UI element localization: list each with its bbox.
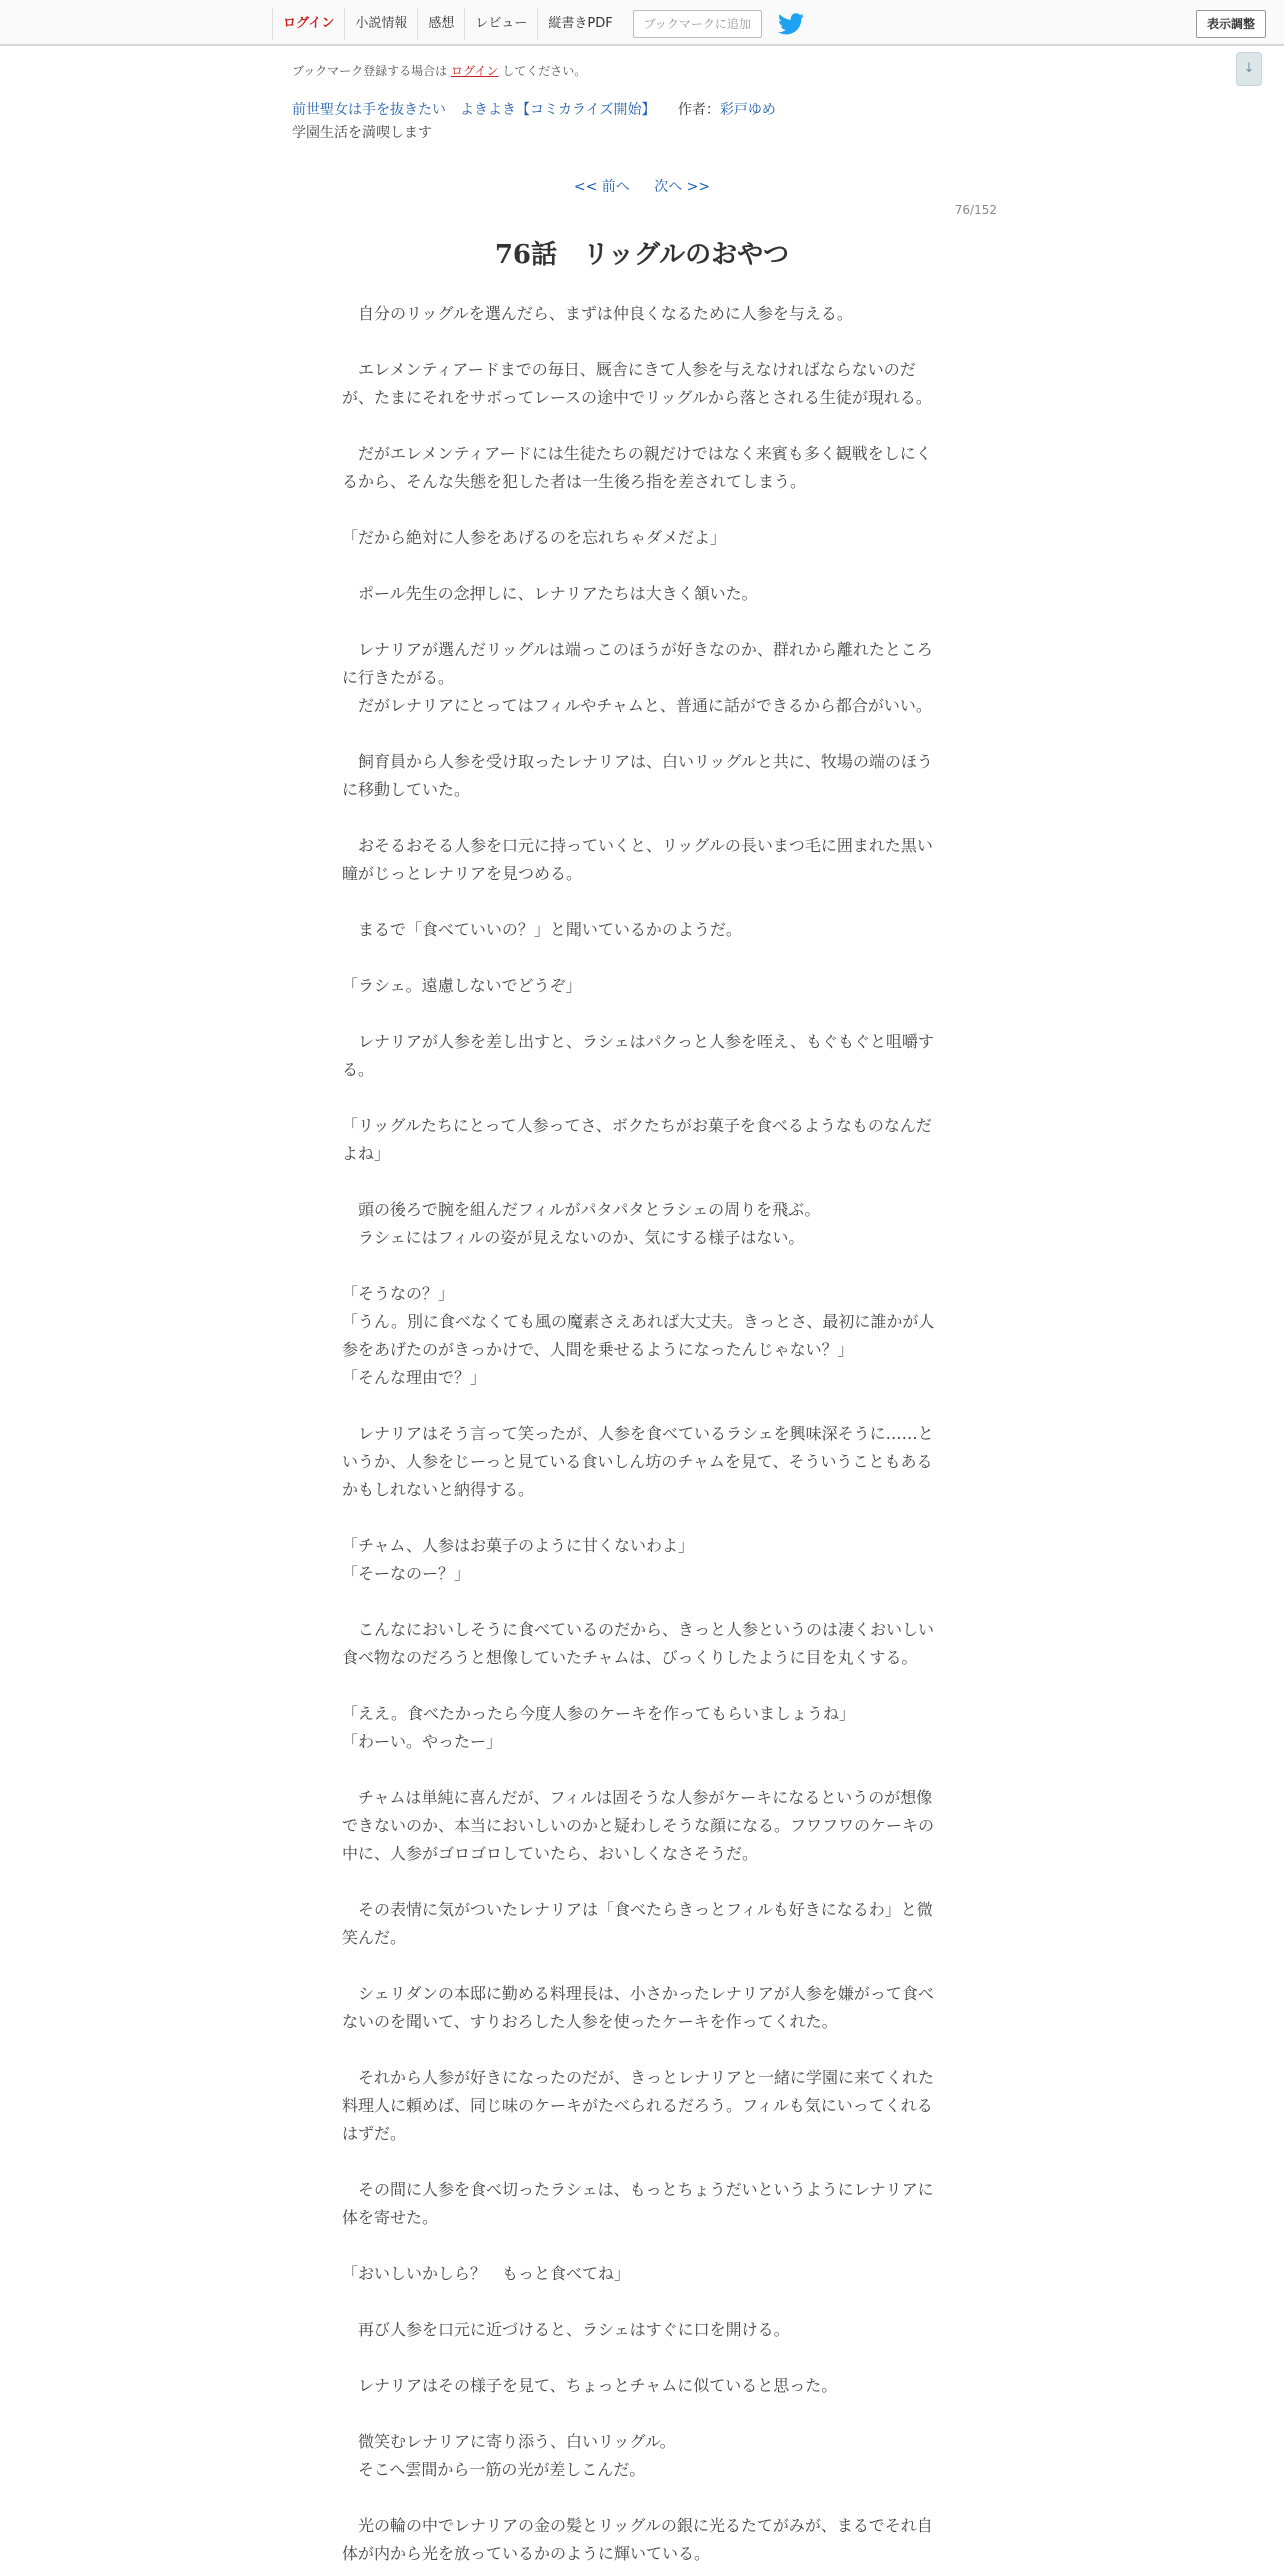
login-notice (292, 62, 586, 79)
next-link[interactable]: 次へ >> (654, 179, 711, 195)
text-line: 笑んだ。 (342, 1928, 407, 1947)
blank-line (342, 888, 942, 916)
chapter-group: 学園生活を満喫します (292, 125, 432, 141)
blank-line (342, 328, 942, 356)
nav-review[interactable]: レビュー (464, 8, 537, 40)
text-line: るから、そんな失態を犯した者は一生後ろ指を差されてしまう。 (342, 472, 807, 491)
twitter-icon[interactable] (778, 13, 804, 35)
text-line: レナリアが人参を差し出すと、ラシェはパクっと人参を咥え、もぐもぐと咀嚼す (342, 1032, 935, 1051)
blank-line (342, 1504, 942, 1532)
blank-line (342, 720, 942, 748)
text-line: ないのを聞いて、すりおろした人参を使ったケーキを作ってくれた。 (342, 2012, 838, 2031)
author-label: 作者： (677, 102, 720, 118)
text-line: 「リッグルたちにとって人参ってさ、ボクたちがお菓子を食べるようなものなんだ (342, 1116, 932, 1135)
text-line: レナリアはその様子を見て、ちょっとチャムに似ていると思った。 (342, 2376, 838, 2395)
text-line: そこへ雲間から一筋の光が差しこんだ。 (342, 2460, 646, 2479)
blank-line (342, 804, 942, 832)
blank-line (342, 1168, 942, 1196)
blank-line (342, 2400, 942, 2428)
author-link[interactable]: 彩戸ゆめ (719, 102, 776, 118)
nav-novel-info[interactable]: 小説情報 (344, 8, 417, 40)
text-line: 「そんな理由で？」 (342, 1368, 487, 1387)
text-line: が、たまにそれをサボってレースの途中でリッグルから落とされる生徒が現れる。 (342, 388, 932, 407)
text-line: だがレナリアにとってはフィルやチャムと、普通に話ができるから都合がいい。 (342, 696, 932, 715)
blank-line (342, 1756, 942, 1784)
blank-line (342, 1952, 942, 1980)
notice-after: してください。 (502, 64, 587, 78)
text-line: よね」 (342, 1144, 391, 1163)
text-line: 瞳がじっとレナリアを見つめる。 (342, 864, 583, 883)
blank-line (342, 552, 942, 580)
text-line: まるで「食べていいの？」と聞いているかのようだ。 (342, 920, 742, 939)
notice-before: ブックマーク登録する場合は (292, 64, 448, 78)
blank-line (342, 2344, 942, 2372)
novel-title-link[interactable]: 前世聖女は手を抜きたい よきよき【コミカライズ開始】 (292, 102, 656, 118)
text-line: 「だから絶対に人参をあげるのを忘れちゃダメだよ」 (342, 528, 727, 547)
blank-line (342, 2484, 942, 2512)
text-line: 「そーなのー？」 (342, 1564, 471, 1583)
text-line: チャムは単純に喜んだが、フィルは固そうな人参がケーキになるというのが想像 (342, 1788, 933, 1807)
text-line: 参をあげたのがきっかけで、人間を乗せるようになったんじゃない？」 (342, 1340, 854, 1359)
text-line: おそるおそる人参を口元に持っていくと、リッグルの長いまつ毛に囲まれた黒い (342, 836, 933, 855)
blank-line (342, 1672, 942, 1700)
blank-line (342, 1084, 942, 1112)
text-line: に移動していた。 (342, 780, 471, 799)
nav-login[interactable]: ログイン (272, 8, 344, 40)
header-bar (0, 0, 1284, 46)
blank-line (342, 2232, 942, 2260)
text-line: ポール先生の念押しに、レナリアたちは大きく頷いた。 (342, 584, 758, 603)
blank-line (342, 944, 942, 972)
chapter-title: 76話 リッグルのおやつ (494, 240, 790, 270)
blank-line (342, 2036, 942, 2064)
text-line: 自分のリッグルを選んだら、まずは仲良くなるために人参を与える。 (342, 304, 853, 323)
blank-line (342, 412, 942, 440)
main-nav (272, 8, 804, 40)
text-line: 「ええ。食べたかったら今度人参のケーキを作ってもらいましょうね」 (342, 1704, 855, 1723)
text-line: 「そうなの？」 (342, 1284, 455, 1303)
page-count: 76/152 (954, 203, 997, 217)
blank-line (342, 496, 942, 524)
text-line: かもしれないと納得する。 (342, 1480, 535, 1499)
text-line: 光の輪の中でレナリアの金の髪とリッグルの銀に光るたてがみが、まるでそれ自 (342, 2516, 933, 2535)
chapter-body (342, 300, 942, 2568)
text-line: こんなにおいしそうに食べているのだから、きっと人参というのは凄くおいしい (342, 1620, 935, 1639)
blank-line (342, 1588, 942, 1616)
text-line: その表情に気がついたレナリアは「食べたらきっとフィルも好きになるわ」と微 (342, 1900, 933, 1919)
blank-line (342, 1000, 942, 1028)
text-line: 「おいしいかしら？ もっと食べてね」 (342, 2264, 631, 2283)
text-line: その間に人参を食べ切ったラシェは、もっとちょうだいというようにレナリアに (342, 2180, 934, 2199)
text-line: る。 (342, 1060, 375, 1079)
nav-vertical-pdf[interactable]: 縦書きPDF (537, 8, 622, 40)
add-bookmark-button[interactable]: ブックマークに追加 (633, 10, 762, 38)
text-line: シェリダンの本邸に勤める料理長は、小さかったレナリアが人参を嫌がって食べ (342, 1984, 934, 2003)
text-line: 頭の後ろで腕を組んだフィルがパタパタとラシェの周りを飛ぶ。 (342, 1200, 821, 1219)
text-line: エレメンティアードまでの毎日、厩舎にきて人参を与えなければならないのだ (342, 360, 916, 379)
text-line: 中に、人参がゴロゴロしていたら、おいしくなさそうだ。 (342, 1844, 759, 1863)
novel-info (292, 99, 776, 119)
text-line: 体が内から光を放っているかのように輝いている。 (342, 2544, 711, 2563)
text-line: はずだ。 (342, 2124, 407, 2143)
text-line: ラシェにはフィルの姿が見えないのか、気にする様子はない。 (342, 1228, 805, 1247)
text-line: に行きたがる。 (342, 668, 455, 687)
text-line: 「チャム、人参はお菓子のように甘くないわよ」 (342, 1536, 695, 1555)
text-line: 再び人参を口元に近づけると、ラシェはすぐに口を開ける。 (342, 2320, 790, 2339)
text-line: 食べ物なのだろうと想像していたチャムは、びっくりしたように目を丸くする。 (342, 1648, 918, 1667)
text-line: 「うん。別に食べなくても風の魔素さえあれば大丈夫。きっとさ、最初に誰かが人 (342, 1312, 935, 1331)
blank-line (342, 1392, 942, 1420)
pager (0, 176, 1284, 196)
text-line: レナリアはそう言って笑ったが、人参を食べているラシェを興味深そうに……と (342, 1424, 934, 1443)
prev-link[interactable]: << 前へ (573, 179, 630, 195)
text-line: いうか、人参をじーっと見ている食いしん坊のチャムを見て、そういうこともある (342, 1452, 933, 1471)
text-line: 「ラシェ。遠慮しないでどうぞ」 (342, 976, 582, 995)
notice-login-link[interactable]: ログイン (451, 64, 499, 78)
text-line: だがエレメンティアードには生徒たちの親だけではなく来賓も多く観戦をしにく (342, 444, 932, 463)
blank-line (342, 2148, 942, 2176)
blank-line (342, 2288, 942, 2316)
text-line: 料理人に頼めば、同じ味のケーキがたべられるだろう。フィルも気にいってくれる (342, 2096, 933, 2115)
blank-line (342, 1252, 942, 1280)
scroll-down-button[interactable]: ↓ (1236, 52, 1262, 86)
text-line: 「わーい。やったー」 (342, 1732, 503, 1751)
text-line: 体を寄せた。 (342, 2208, 439, 2227)
text-line: 飼育員から人参を受け取ったレナリアは、白いリッグルと共に、牧場の端のほう (342, 752, 933, 771)
text-line: レナリアが選んだリッグルは端っこのほうが好きなのか、群れから離れたところ (342, 640, 933, 659)
blank-line (342, 1868, 942, 1896)
text-line: できないのか、本当においしいのかと疑わしそうな顔になる。フワフワのケーキの (342, 1816, 935, 1835)
blank-line (342, 608, 942, 636)
text-line: それから人参が好きになったのだが、きっとレナリアと一緒に学園に来てくれた (342, 2068, 935, 2087)
display-settings-button[interactable]: 表示調整 (1196, 10, 1266, 38)
nav-impressions[interactable]: 感想 (417, 8, 464, 40)
text-line: 微笑むレナリアに寄り添う、白いリッグル。 (342, 2432, 676, 2451)
